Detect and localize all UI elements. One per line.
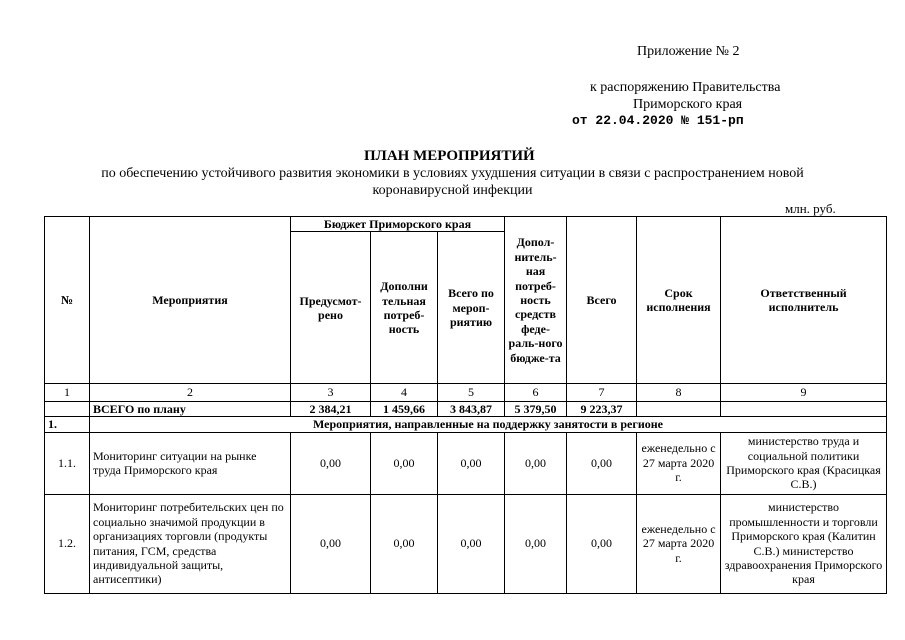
document-subtitle-line2: коронавирусной инфекции — [372, 183, 533, 198]
row-total: 0,00 — [567, 494, 637, 593]
col-header-additional: Дополни тельная потреб-ность — [371, 232, 438, 384]
total-label: ВСЕГО по плану — [90, 401, 291, 416]
total-grand: 9 223,37 — [567, 401, 637, 416]
total-per-measure: 3 843,87 — [438, 401, 505, 416]
total-responsible-cell — [721, 401, 887, 416]
col-header-federal: Допол-нитель-ная потреб-ность средств феде-раль-ного бюдже-та — [505, 217, 567, 384]
plan-table — [44, 216, 887, 594]
appendix-label: Приложение № 2 — [637, 44, 740, 59]
column-number: 5 — [438, 384, 505, 401]
column-number-row — [45, 384, 887, 401]
col-header-responsible: Ответственный исполнитель — [721, 217, 887, 384]
row-deadline: еженедельно с 27 марта 2020 г. — [637, 494, 721, 593]
total-planned: 2 384,21 — [291, 401, 371, 416]
total-deadline-cell — [637, 401, 721, 416]
order-reference: к распоряжению Правительства — [590, 80, 781, 95]
col-header-total: Всего — [567, 217, 637, 384]
row-total-per-measure: 0,00 — [438, 494, 505, 593]
section-row — [45, 417, 887, 432]
column-number: 6 — [505, 384, 567, 401]
row-total: 0,00 — [567, 432, 637, 494]
section-num: 1. — [45, 417, 90, 432]
row-responsible: министерство труда и социальной политики Приморского края (Красицкая С.В.) — [721, 432, 887, 494]
row-num: 1.2. — [45, 494, 90, 593]
document-subtitle-line1: по обеспечению устойчивого развития экономики в условиях ухудшения ситуации в связи с распространением новой — [101, 166, 804, 181]
column-number: 3 — [291, 384, 371, 401]
col-header-num: № — [45, 217, 90, 384]
document-title: ПЛАН МЕРОПРИЯТИЙ — [364, 148, 535, 164]
column-number: 9 — [721, 384, 887, 401]
col-header-deadline: Срок исполнения — [637, 217, 721, 384]
col-header-measures: Мероприятия — [90, 217, 291, 384]
total-num-cell — [45, 401, 90, 416]
row-deadline: еженедельно с 27 марта 2020 г. — [637, 432, 721, 494]
row-total-per-measure: 0,00 — [438, 432, 505, 494]
order-date-stamp: от 22.04.2020 № 151-рп — [572, 113, 744, 128]
column-number: 7 — [567, 384, 637, 401]
column-number: 8 — [637, 384, 721, 401]
row-planned: 0,00 — [291, 432, 371, 494]
table-row — [45, 432, 887, 494]
table-row — [45, 494, 887, 593]
row-measure: Мониторинг ситуации на рынке труда Приморского края — [90, 432, 291, 494]
total-additional: 1 459,66 — [371, 401, 438, 416]
region-name: Приморского края — [633, 97, 743, 112]
row-responsible: министерство промышленности и торговли Приморского края (Калитин С.В.) министерство здравоохранения Приморского края — [721, 494, 887, 593]
row-measure: Мониторинг потребительских цен по социально значимой продукции в организациях торговли (продукты питания, ГСМ, средства индивидуальной защиты, антисептики) — [90, 494, 291, 593]
row-federal: 0,00 — [505, 494, 567, 593]
row-planned: 0,00 — [291, 494, 371, 593]
header-row-1 — [45, 217, 887, 232]
column-number: 4 — [371, 384, 438, 401]
total-federal: 5 379,50 — [505, 401, 567, 416]
col-header-total-per-measure: Всего по мероп-риятию — [438, 232, 505, 384]
row-federal: 0,00 — [505, 432, 567, 494]
row-num: 1.1. — [45, 432, 90, 494]
row-additional: 0,00 — [371, 432, 438, 494]
column-number: 2 — [90, 384, 291, 401]
units-label: млн. руб. — [785, 201, 836, 216]
total-row — [45, 401, 887, 416]
col-header-budget-group: Бюджет Приморского края — [291, 217, 505, 232]
col-header-planned: Предусмот-рено — [291, 232, 371, 384]
column-number: 1 — [45, 384, 90, 401]
row-additional: 0,00 — [371, 494, 438, 593]
section-title: Мероприятия, направленные на поддержку занятости в регионе — [90, 417, 887, 432]
